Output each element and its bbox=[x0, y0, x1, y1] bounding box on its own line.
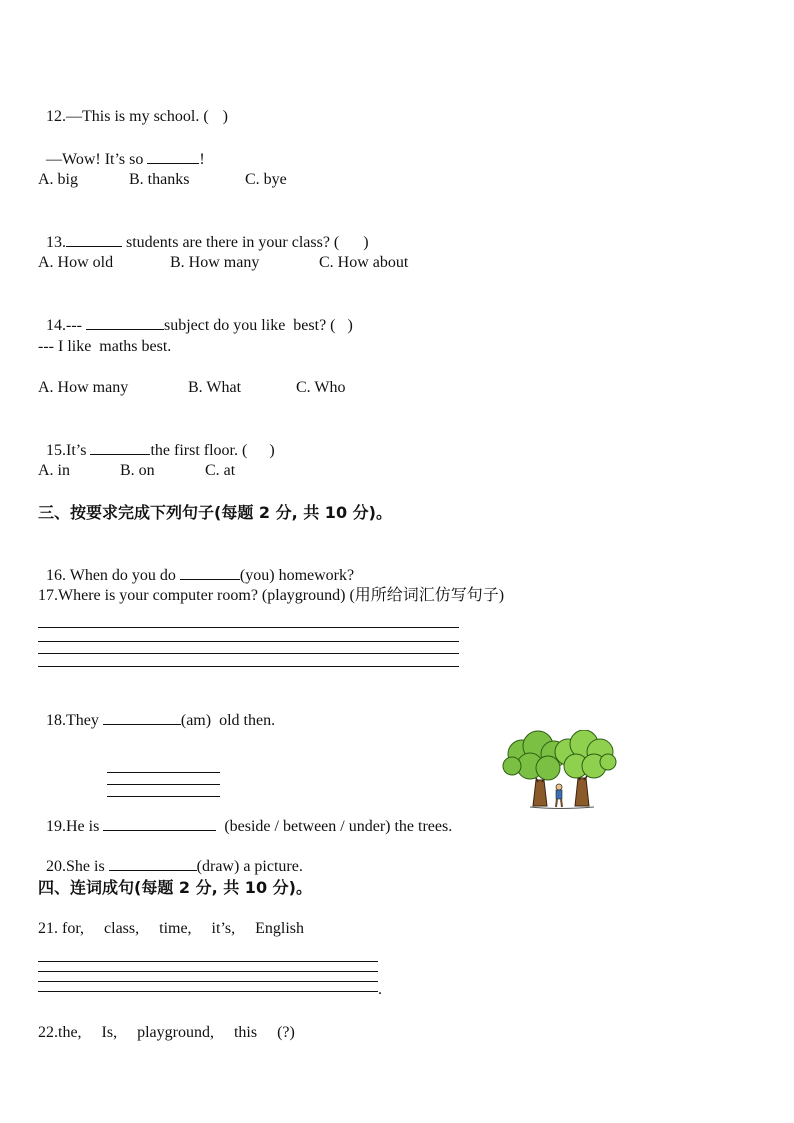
question-20 bbox=[38, 836, 303, 877]
question-16 bbox=[38, 545, 354, 586]
q16-text: (you) homework? bbox=[239, 567, 355, 584]
q15-paren-close: ) bbox=[269, 442, 275, 459]
question-19 bbox=[38, 796, 452, 837]
q21-period: . bbox=[378, 981, 382, 998]
answer-line-17-4[interactable] bbox=[38, 666, 459, 667]
q12-reply-dash: — bbox=[46, 151, 62, 168]
blank-15[interactable] bbox=[90, 440, 150, 455]
q20-prefix: 20.She is bbox=[46, 858, 109, 875]
q18-prefix: 18.They bbox=[46, 712, 103, 729]
q13-option-b[interactable]: B. How many bbox=[170, 254, 260, 271]
question-12-reply bbox=[38, 129, 205, 170]
question-15 bbox=[38, 420, 275, 461]
q15-number: 15.It’s bbox=[46, 442, 91, 459]
answer-slot-13[interactable] bbox=[339, 233, 363, 247]
q16-prefix: 16. When do you do bbox=[46, 567, 180, 584]
section-3-heading: 三、按要求完成下列句子(每题 2 分, 共 10 分)。 bbox=[38, 503, 392, 522]
q12-option-a[interactable]: A. big bbox=[38, 171, 78, 188]
question-14 bbox=[38, 295, 353, 336]
answer-slot-14[interactable] bbox=[336, 316, 348, 330]
two-trees-illustration bbox=[500, 730, 618, 812]
question-18 bbox=[38, 690, 275, 731]
q14-paren-close: ) bbox=[347, 317, 353, 334]
q13-text: students are there in your class? ( bbox=[122, 234, 340, 251]
q12-dash: — bbox=[66, 108, 82, 125]
q14-text: subject do you like best? ( bbox=[163, 317, 336, 334]
blank-12[interactable] bbox=[147, 149, 199, 164]
q12-option-c[interactable]: C. bye bbox=[245, 171, 287, 188]
q15-option-b[interactable]: B. on bbox=[120, 462, 155, 479]
q12-paren-close: ) bbox=[222, 108, 228, 125]
answer-line-19-2[interactable] bbox=[107, 784, 220, 785]
q19-text: (beside / between / under) the trees. bbox=[224, 818, 453, 835]
question-17: 17.Where is your computer room? (playground) (用所给词汇仿写句子) bbox=[38, 587, 505, 604]
section-4-heading: 四、连词成句(每题 2 分, 共 10 分)。 bbox=[38, 878, 312, 897]
q13-paren-close: ) bbox=[363, 234, 369, 251]
q15-text: the first floor. ( bbox=[150, 442, 248, 459]
q12-option-b[interactable]: B. thanks bbox=[129, 171, 190, 188]
answer-slot-12[interactable] bbox=[209, 107, 223, 121]
q18-text: (am) old then. bbox=[180, 712, 276, 729]
question-21: 21. for, class, time, it’s, English bbox=[38, 920, 305, 937]
question-13 bbox=[38, 212, 369, 253]
q14-number: 14.--- bbox=[46, 317, 86, 334]
q14-reply: --- I like maths best. bbox=[38, 338, 172, 355]
q14-option-b[interactable]: B. What bbox=[188, 379, 242, 396]
q15-option-a[interactable]: A. in bbox=[38, 462, 70, 479]
question-22: 22.the, Is, playground, this (?) bbox=[38, 1024, 295, 1041]
answer-line-17-3[interactable] bbox=[38, 653, 459, 654]
q12-reply-end: ! bbox=[199, 151, 205, 168]
q15-option-c[interactable]: C. at bbox=[205, 462, 236, 479]
q13-option-a[interactable]: A. How old bbox=[38, 254, 114, 271]
q19-prefix: 19.He is bbox=[46, 818, 104, 835]
q20-text: (draw) a picture. bbox=[196, 858, 303, 875]
answer-line-17-2[interactable] bbox=[38, 641, 459, 642]
answer-line-21-1[interactable] bbox=[38, 961, 378, 962]
question-12 bbox=[38, 87, 228, 127]
blank-13[interactable] bbox=[66, 232, 122, 247]
answer-line-17-1[interactable] bbox=[38, 627, 459, 628]
blank-20[interactable] bbox=[109, 856, 197, 871]
blank-14[interactable] bbox=[86, 315, 164, 330]
q13-option-c[interactable]: C. How about bbox=[319, 254, 409, 271]
q12-number: 12. bbox=[46, 108, 66, 125]
blank-16[interactable] bbox=[180, 565, 240, 580]
answer-line-21-3[interactable] bbox=[38, 981, 378, 982]
q13-number: 13. bbox=[46, 234, 66, 251]
answer-line-21-2[interactable] bbox=[38, 971, 378, 972]
q14-option-a[interactable]: A. How many bbox=[38, 379, 129, 396]
answer-line-21-4[interactable] bbox=[38, 991, 378, 992]
blank-18[interactable] bbox=[103, 710, 181, 725]
q14-option-c[interactable]: C. Who bbox=[296, 379, 346, 396]
answer-slot-15[interactable] bbox=[247, 441, 269, 455]
blank-19[interactable] bbox=[103, 816, 216, 831]
q12-text: This is my school. ( bbox=[82, 108, 209, 125]
answer-line-19-1[interactable] bbox=[107, 772, 220, 773]
q12-reply: Wow! It’s so bbox=[62, 151, 148, 168]
